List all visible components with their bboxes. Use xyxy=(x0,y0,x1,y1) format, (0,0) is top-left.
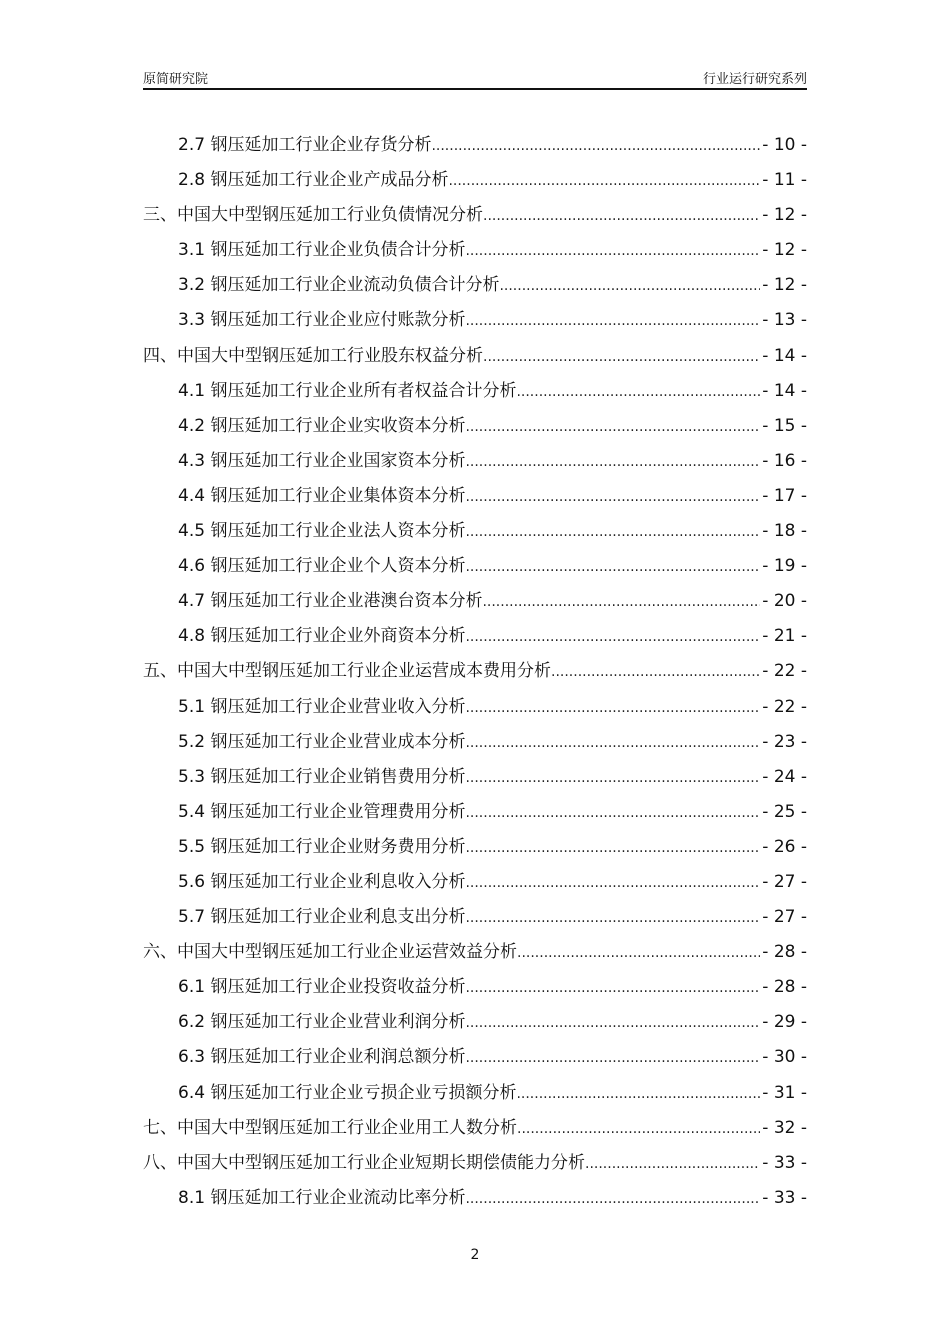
toc-dot-leader xyxy=(465,444,760,480)
toc-dot-leader xyxy=(465,619,760,655)
toc-section-entry[interactable] xyxy=(143,479,807,514)
toc-entry-title: 5.6 钢压延加工行业企业利息收入分析 xyxy=(178,871,466,892)
toc-entry-title: 4.1 钢压延加工行业企业所有者权益合计分析 xyxy=(178,380,517,401)
toc-dot-leader xyxy=(465,1181,760,1217)
toc-chapter-entry[interactable] xyxy=(143,935,807,970)
toc-entry-title: 3.1 钢压延加工行业企业负债合计分析 xyxy=(178,240,466,261)
toc-dot-leader xyxy=(465,690,760,726)
toc-entry-title: 6.1 钢压延加工行业企业投资收益分析 xyxy=(178,977,466,998)
toc-entry-title: 4.6 钢压延加工行业企业个人资本分析 xyxy=(178,556,466,577)
toc-entry-title: 4.4 钢压延加工行业企业集体资本分析 xyxy=(178,485,466,506)
toc-section-entry[interactable] xyxy=(143,830,807,865)
toc-section-entry[interactable] xyxy=(143,690,807,725)
toc-section-entry[interactable] xyxy=(143,163,807,198)
toc-entry-page: - 12 - xyxy=(762,275,807,296)
toc-entry-page: - 14 - xyxy=(762,345,807,366)
toc-dot-leader xyxy=(465,1040,760,1076)
toc-section-entry[interactable] xyxy=(143,760,807,795)
toc-dot-leader xyxy=(516,374,760,410)
toc-dot-leader xyxy=(465,900,760,936)
toc-entry-title: 5.3 钢压延加工行业企业销售费用分析 xyxy=(178,766,466,787)
toc-dot-leader xyxy=(448,163,760,199)
toc-dot-leader xyxy=(465,303,760,339)
toc-entry-page: - 22 - xyxy=(762,696,807,717)
toc-chapter-entry[interactable] xyxy=(143,654,807,689)
toc-entry-title: 5.4 钢压延加工行业企业管理费用分析 xyxy=(178,801,466,822)
toc-entry-title: 2.7 钢压延加工行业企业存货分析 xyxy=(178,135,432,155)
toc-dot-leader xyxy=(465,760,760,796)
toc-entry-title: 4.8 钢压延加工行业企业外商资本分析 xyxy=(178,626,466,647)
toc-dot-leader xyxy=(465,1005,760,1041)
toc-entry-page: - 30 - xyxy=(762,1047,807,1068)
toc-entry-title: 5.5 钢压延加工行业企业财务费用分析 xyxy=(178,836,466,857)
toc-section-entry[interactable] xyxy=(143,514,807,549)
toc-dot-leader xyxy=(465,795,760,831)
toc-entry-page: - 33 - xyxy=(762,1152,807,1173)
toc-dot-leader xyxy=(465,479,760,515)
toc-entry-page: - 13 - xyxy=(762,310,807,331)
toc-section-entry[interactable] xyxy=(143,970,807,1005)
toc-dot-leader xyxy=(585,1146,760,1182)
toc-dot-leader xyxy=(517,1111,760,1147)
header-publisher: 原简研究院 xyxy=(143,72,209,87)
toc-entry-title: 六、中国大中型钢压延加工行业企业运营效益分析 xyxy=(143,942,517,963)
toc-entry-page: - 21 - xyxy=(762,626,807,647)
toc-dot-leader xyxy=(465,409,760,445)
toc-section-entry[interactable] xyxy=(143,1005,807,1040)
toc-entry-page: - 19 - xyxy=(762,556,807,577)
toc-section-entry[interactable] xyxy=(143,374,807,409)
toc-entry-page: - 11 - xyxy=(762,170,807,191)
toc-entry-page: - 29 - xyxy=(762,1012,807,1033)
toc-entry-title: 5.2 钢压延加工行业企业营业成本分析 xyxy=(178,731,466,752)
toc-section-entry[interactable] xyxy=(143,128,807,163)
toc-dot-leader xyxy=(483,198,760,234)
page-number: 2 xyxy=(470,1247,480,1263)
toc-section-entry[interactable] xyxy=(143,409,807,444)
toc-entry-page: - 22 - xyxy=(762,661,807,682)
toc-chapter-entry[interactable] xyxy=(143,198,807,233)
toc-entry-title: 5.1 钢压延加工行业企业营业收入分析 xyxy=(178,696,466,717)
header-series: 行业运行研究系列 xyxy=(702,72,807,87)
toc-entry-page: - 10 - xyxy=(762,135,807,155)
toc-section-entry[interactable] xyxy=(143,549,807,584)
toc-section-entry[interactable] xyxy=(143,233,807,268)
toc-entry-page: - 12 - xyxy=(762,240,807,261)
toc-dot-leader xyxy=(499,268,760,304)
toc-section-entry[interactable] xyxy=(143,900,807,935)
toc-dot-leader xyxy=(482,584,760,620)
toc-entry-title: 3.3 钢压延加工行业企业应付账款分析 xyxy=(178,310,466,331)
toc-dot-leader xyxy=(431,128,760,164)
toc-dot-leader xyxy=(465,865,760,901)
toc-dot-leader xyxy=(551,654,760,690)
toc-entry-title: 8.1 钢压延加工行业企业流动比率分析 xyxy=(178,1187,466,1208)
toc-section-entry[interactable] xyxy=(143,444,807,479)
toc-entry-title: 4.7 钢压延加工行业企业港澳台资本分析 xyxy=(178,591,483,612)
toc-entry-page: - 25 - xyxy=(762,801,807,822)
toc-section-entry[interactable] xyxy=(143,795,807,830)
toc-section-entry[interactable] xyxy=(143,1076,807,1111)
toc-entry-page: - 23 - xyxy=(762,731,807,752)
toc-entry-page: - 27 - xyxy=(762,907,807,928)
table-of-contents xyxy=(143,128,807,1216)
toc-dot-leader xyxy=(465,233,760,269)
toc-entry-page: - 33 - xyxy=(762,1187,807,1208)
toc-entry-page: - 27 - xyxy=(762,871,807,892)
toc-chapter-entry[interactable] xyxy=(143,1146,807,1181)
toc-entry-title: 三、中国大中型钢压延加工行业负债情况分析 xyxy=(143,205,483,226)
toc-dot-leader xyxy=(465,725,760,761)
toc-entry-page: - 32 - xyxy=(762,1117,807,1138)
toc-entry-title: 3.2 钢压延加工行业企业流动负债合计分析 xyxy=(178,275,500,296)
toc-entry-title: 6.3 钢压延加工行业企业利润总额分析 xyxy=(178,1047,466,1068)
toc-entry-page: - 20 - xyxy=(762,591,807,612)
toc-entry-title: 2.8 钢压延加工行业企业产成品分析 xyxy=(178,170,449,191)
toc-entry-title: 四、中国大中型钢压延加工行业股东权益分析 xyxy=(143,345,483,366)
toc-entry-page: - 18 - xyxy=(762,521,807,542)
toc-dot-leader xyxy=(465,830,760,866)
toc-dot-leader xyxy=(465,970,760,1006)
toc-entry-page: - 24 - xyxy=(762,766,807,787)
toc-section-entry[interactable] xyxy=(143,865,807,900)
toc-entry-page: - 17 - xyxy=(762,485,807,506)
toc-entry-title: 6.2 钢压延加工行业企业营业利润分析 xyxy=(178,1012,466,1033)
toc-entry-page: - 16 - xyxy=(762,450,807,471)
toc-entry-title: 4.3 钢压延加工行业企业国家资本分析 xyxy=(178,450,466,471)
toc-entry-title: 五、中国大中型钢压延加工行业企业运营成本费用分析 xyxy=(143,661,551,682)
toc-entry-title: 6.4 钢压延加工行业企业亏损企业亏损额分析 xyxy=(178,1082,517,1103)
toc-dot-leader xyxy=(465,549,760,585)
toc-entry-page: - 26 - xyxy=(762,836,807,857)
toc-entry-title: 4.5 钢压延加工行业企业法人资本分析 xyxy=(178,521,466,542)
toc-section-entry[interactable] xyxy=(143,725,807,760)
toc-entry-title: 八、中国大中型钢压延加工行业企业短期长期偿债能力分析 xyxy=(143,1152,585,1173)
toc-chapter-entry[interactable] xyxy=(143,339,807,374)
toc-section-entry[interactable] xyxy=(143,619,807,654)
toc-entry-title: 4.2 钢压延加工行业企业实收资本分析 xyxy=(178,415,466,436)
toc-section-entry[interactable] xyxy=(143,584,807,619)
toc-section-entry[interactable] xyxy=(143,303,807,338)
toc-section-entry[interactable] xyxy=(143,1181,807,1216)
toc-entry-page: - 28 - xyxy=(762,977,807,998)
toc-entry-page: - 14 - xyxy=(762,380,807,401)
toc-dot-leader xyxy=(465,514,760,550)
toc-section-entry[interactable] xyxy=(143,268,807,303)
toc-entry-title: 七、中国大中型钢压延加工行业企业用工人数分析 xyxy=(143,1117,517,1138)
toc-section-entry[interactable] xyxy=(143,1040,807,1075)
toc-dot-leader xyxy=(483,339,760,375)
toc-entry-page: - 12 - xyxy=(762,205,807,226)
toc-entry-page: - 15 - xyxy=(762,415,807,436)
toc-entry-page: - 31 - xyxy=(762,1082,807,1103)
page-header xyxy=(143,66,807,90)
toc-entry-title: 5.7 钢压延加工行业企业利息支出分析 xyxy=(178,907,466,928)
toc-dot-leader xyxy=(517,935,760,971)
toc-dot-leader xyxy=(516,1076,760,1112)
toc-chapter-entry[interactable] xyxy=(143,1111,807,1146)
toc-entry-page: - 28 - xyxy=(762,942,807,963)
